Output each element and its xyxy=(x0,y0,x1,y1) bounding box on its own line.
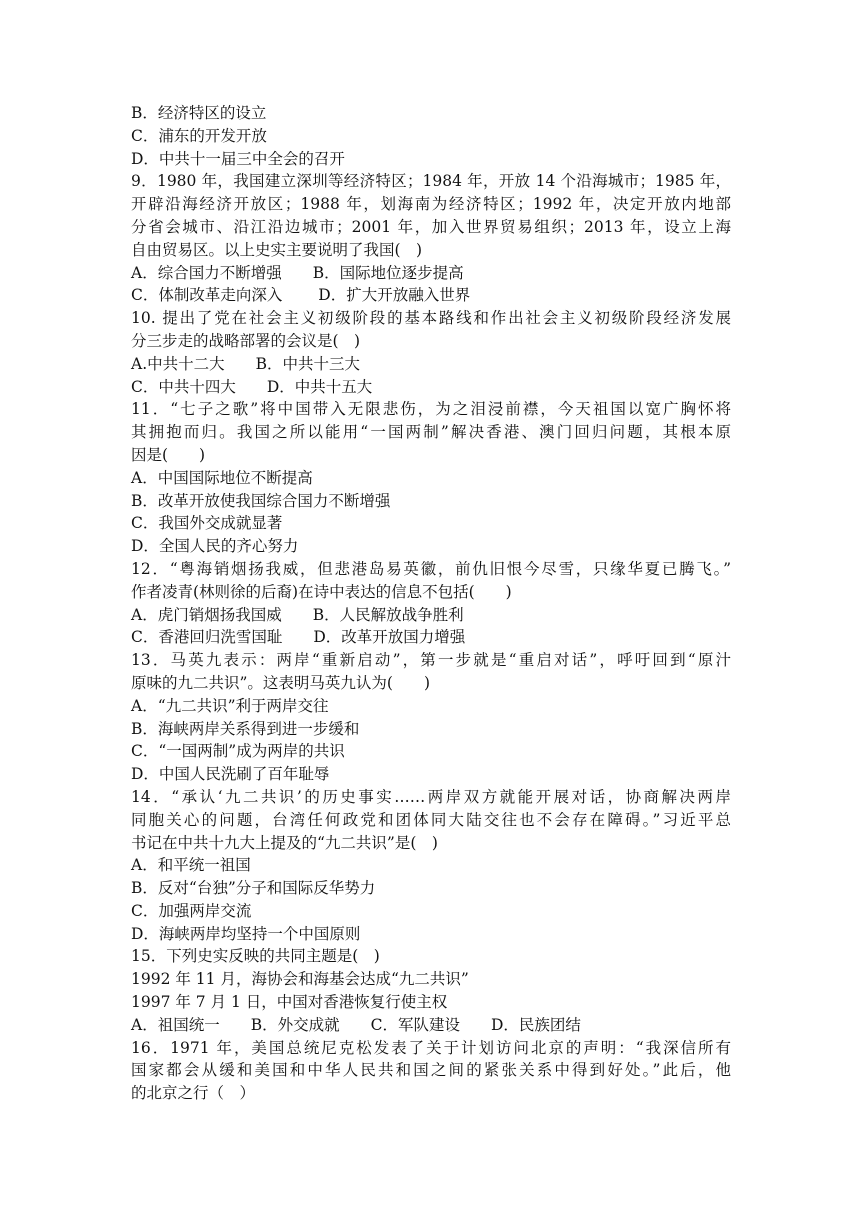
question-10-text: 10. 提出了党在社会主义初级阶段的基本路线和作出社会主义初级阶段经济发展 xyxy=(131,309,731,328)
question-16-text: 的北京之行（ ） xyxy=(131,1084,256,1103)
question-9-text: 分省会城市、沿江沿边城市；2001 年，加入世界贸易组织；2013 年，设立上海 xyxy=(131,217,731,236)
question-14-text: 同胞关心的问题，台湾任何政党和团体同大陆交往也不会存在障碍。”习近平总 xyxy=(131,810,731,829)
option-line: B．反对“台独”分子和国际反华势力 xyxy=(131,879,376,898)
question-13-text: 原味的九二共识”。这表明马英九认为( ) xyxy=(131,673,431,692)
option-line: B．经济特区的设立 xyxy=(131,104,267,122)
question-15-fact: 1997 年 7 月 1 日，中国对香港恢复行使主权 xyxy=(131,993,448,1012)
option-line: B．改革开放使我国综合国力不断增强 xyxy=(131,491,391,510)
option-line: A．虎门销烟扬我国威 B．人民解放战争胜利 xyxy=(131,605,464,624)
option-line: C．浦东的开发开放 xyxy=(131,126,267,145)
question-11-text: 因是( ) xyxy=(131,445,206,464)
option-line: D．中共十一届三中全会的召开 xyxy=(131,149,345,168)
option-line: C．加强两岸交流 xyxy=(131,901,252,920)
option-line: D．全国人民的齐心努力 xyxy=(131,537,299,556)
option-line: C．香港回归洗雪国耻 D．改革开放国力增强 xyxy=(131,628,466,647)
option-line: D．中国人民洗刷了百年耻辱 xyxy=(131,765,330,784)
option-line: A．综合国力不断增强 B．国际地位逐步提高 xyxy=(131,263,464,282)
option-line: A．和平统一祖国 xyxy=(131,856,251,875)
question-16-text: 国家都会从缓和美国和中华人民共和国之间的紧张关系中得到好处。”此后，他 xyxy=(131,1061,731,1080)
option-line: A．“九二共识”利于两岸交往 xyxy=(131,696,329,715)
question-16-text: 16．1971 年，美国总统尼克松发表了关于计划访问北京的声明：“我深信所有 xyxy=(131,1038,731,1057)
option-line: D．海峡两岸均坚持一个中国原则 xyxy=(131,924,361,943)
option-line: A．祖国统一 B．外交成就 C．军队建设 D．民族团结 xyxy=(131,1015,581,1034)
question-14-text: 书记在中共十九大上提及的“九二共识”是( ) xyxy=(131,833,438,852)
question-9-text: 开辟沿海经济开放区；1988 年，划海南为经济特区；1992 年，决定开放内地部 xyxy=(131,195,731,214)
option-line: C．体制改革走向深入 D．扩大开放融入世界 xyxy=(131,286,471,305)
question-15-fact: 1992 年 11 月，海协会和海基会达成“九二共识” xyxy=(131,970,469,989)
option-line: A.中共十二大 B．中共十三大 xyxy=(131,354,361,373)
question-15-text: 15．下列史实反映的共同主题是( ) xyxy=(131,947,380,966)
option-line: C．我国外交成就显著 xyxy=(131,514,283,533)
question-12-text: 12．“粤海销烟扬我威，但悲港岛易英徽，前仇旧恨今尽雪，只缘华夏已腾飞。” xyxy=(131,559,731,578)
question-11-text: 11．“七子之歌”将中国带入无限悲伤，为之泪浸前襟，今天祖国以宽广胸怀将 xyxy=(131,400,731,419)
option-line: A．中国国际地位不断提高 xyxy=(131,468,313,487)
option-line: C．中共十四大 D．中共十五大 xyxy=(131,377,373,396)
question-12-text: 作者凌青(林则徐的后裔)在诗中表达的信息不包括( ) xyxy=(131,582,512,601)
question-11-text: 其拥抱而归。我国之所以能用“一国两制”解决香港、澳门回归问题，其根本原 xyxy=(131,423,731,442)
question-9-text: 自由贸易区。以上史实主要说明了我国( ) xyxy=(131,240,423,259)
option-line: C．“一国两制”成为两岸的共识 xyxy=(131,742,345,761)
option-line: B．海峡两岸关系得到进一步缓和 xyxy=(131,719,360,738)
question-9-text: 9．1980 年，我国建立深圳等经济特区；1984 年，开放 14 个沿海城市；1985 年， xyxy=(131,172,731,191)
question-10-text: 分三步走的战略部署的会议是( ) xyxy=(131,331,361,350)
question-14-text: 14．“承认‘九二共识’的历史事实……两岸双方就能开展对话，协商解决两岸 xyxy=(131,787,731,806)
document-page xyxy=(131,102,731,1105)
question-13-text: 13．马英九表示：两岸“重新启动”，第一步就是“重启对话”，呼吁回到“原汁 xyxy=(131,651,731,670)
